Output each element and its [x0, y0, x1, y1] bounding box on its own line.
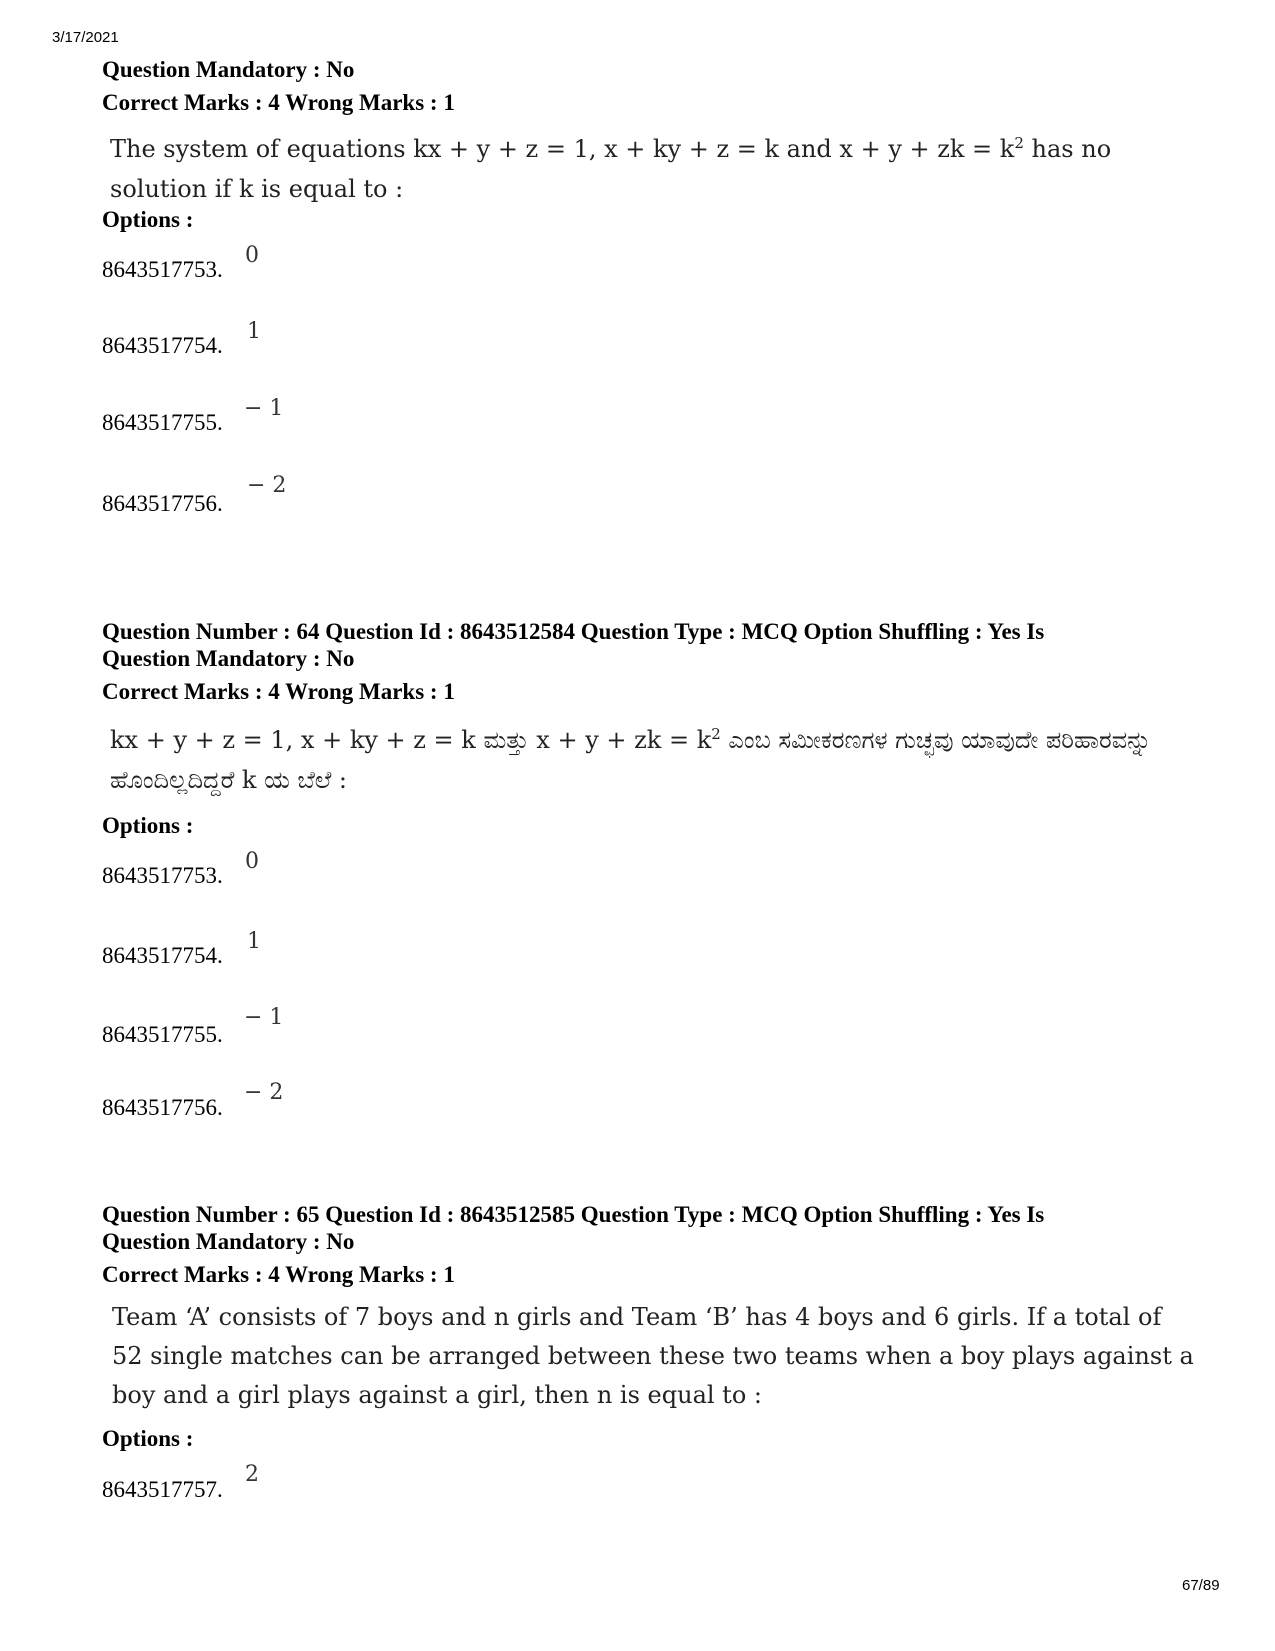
q63-mandatory: Question Mandatory : No: [102, 57, 355, 82]
q63-option-id: 8643517754.: [102, 333, 223, 358]
q64-text-a: kx + y + z = 1, x + ky + z = k ಮತ್ತು x + y + zk = k: [110, 726, 712, 754]
q64-mandatory: Question Mandatory : No: [102, 646, 355, 671]
q64-text-b: ಎಂಬ ಸಮೀಕರಣಗಳ ಗುಚ್ಛವು ಯಾವುದೇ ಪರಿಹಾರವನ್ನು ಹೊಂದಿಲ್ಲದಿದ್ದರೆ k ಯ ಬೆಲೆ :: [110, 726, 1152, 794]
q64-option-value: − 2: [244, 1080, 284, 1105]
q65-option-id: 8643517757.: [102, 1477, 223, 1502]
q64-header: Question Number : 64 Question Id : 8643512584 Question Type : MCQ Option Shuffling : Yes Is: [102, 619, 1045, 644]
q65-options-label: Options :: [102, 1426, 194, 1451]
q63-text-a: The system of equations kx + y + z = 1, x + ky + z = k and x + y + zk = k: [110, 135, 1015, 163]
q65-mandatory: Question Mandatory : No: [102, 1229, 355, 1254]
q65-question-text: Team ‘A’ consists of 7 boys and n girls and Team ‘B’ has 4 boys and 6 girls. If a total of 52 single matches can be arranged between these two teams when a boy plays against a boy and a girl plays against a girl, then n is equal to :: [112, 1303, 1194, 1409]
q64-option-id: 8643517756.: [102, 1095, 223, 1120]
q63-marks: Correct Marks : 4 Wrong Marks : 1: [102, 90, 455, 115]
q63-question-text: [110, 123, 1195, 209]
q64-option-value: 0: [245, 849, 259, 874]
q64-option-value: 1: [247, 929, 261, 954]
page-number: 67/89: [1182, 1577, 1220, 1594]
q63-option-id: 8643517756.: [102, 491, 223, 516]
q64-option-id: 8643517753.: [102, 863, 223, 888]
q65-marks: Correct Marks : 4 Wrong Marks : 1: [102, 1262, 455, 1287]
q64-option-id: 8643517755.: [102, 1022, 223, 1047]
q64-option-value: − 1: [244, 1005, 284, 1030]
q64-question-text: [110, 714, 1195, 800]
q65-option-value: 2: [245, 1462, 259, 1487]
q63-options-label: Options :: [102, 207, 194, 232]
q63-option-value: − 1: [244, 396, 284, 421]
q63-text-sup: 2: [1014, 134, 1024, 152]
q63-option-id: 8643517755.: [102, 410, 223, 435]
q63-option-value: 0: [245, 243, 259, 268]
q64-marks: Correct Marks : 4 Wrong Marks : 1: [102, 679, 455, 704]
q63-option-id: 8643517753.: [102, 257, 223, 282]
print-date: 3/17/2021: [52, 29, 119, 46]
q63-text-b: has no solution if k is equal to :: [110, 135, 1112, 203]
q64-options-label: Options :: [102, 813, 194, 838]
q63-option-value: 1: [247, 319, 261, 344]
q65-header: Question Number : 65 Question Id : 8643512585 Question Type : MCQ Option Shuffling : Yes Is: [102, 1202, 1045, 1227]
q63-option-value: − 2: [247, 473, 287, 498]
q64-text-sup: 2: [711, 725, 721, 743]
q64-option-id: 8643517754.: [102, 943, 223, 968]
